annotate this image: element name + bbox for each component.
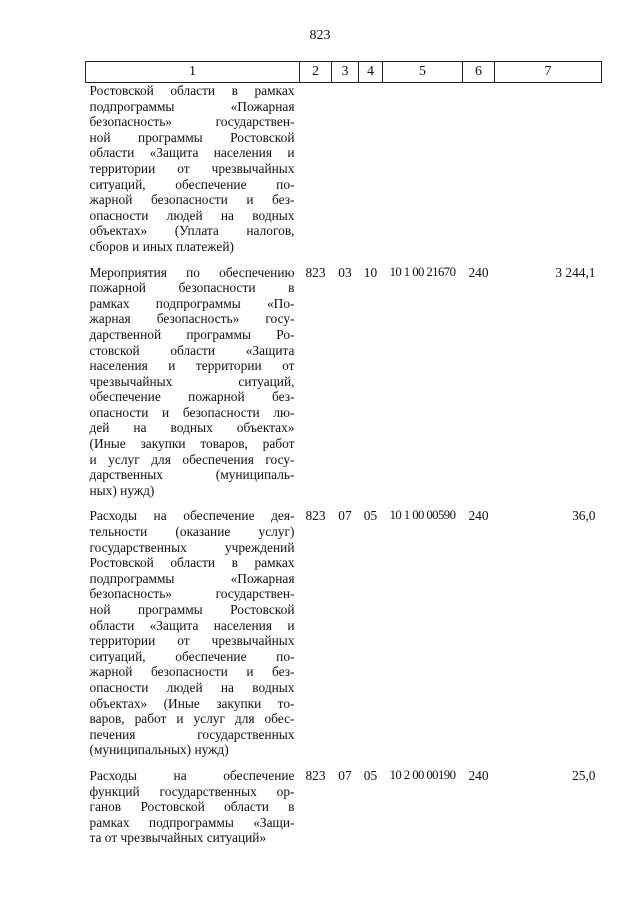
description-line: Ростовской области в рамках [89,83,295,98]
description-line: (Иные закупки товаров, работ [89,436,295,452]
description-line: та от чрезвычайных ситуаций» [89,830,267,846]
row-spacer [86,758,602,768]
description-line: варов, работ и услуг для обес- [89,711,295,727]
target-article-code: 10 1 00 21670 [389,264,456,279]
table-row [86,508,602,758]
description-line: Расходы на обеспечение дея- [89,508,295,524]
description-line: ной программы Ростовской [89,602,295,617]
description-line: объектах» (Уплата налогов, [89,223,295,239]
target-article-code: 10 1 00 00590 [389,508,456,523]
description-line: дей на водных объектах» [89,420,295,436]
amount-value: 25,0 [572,767,596,783]
section-code: 07 [338,508,352,524]
description-line: ситуаций, обеспечение по- [89,176,295,192]
description-line: обеспечение пожарной без- [89,389,295,405]
section-code: 03 [338,264,352,280]
description-line: территории от чрезвычайных [89,160,295,176]
description-line: опасности и безопасности лю- [89,404,295,420]
expense-type-code [463,83,495,255]
page-number: 823 [309,28,331,43]
expense-type-code: 240 [468,508,489,524]
row-spacer [86,498,602,508]
description-line: безопасность» государствен- [89,586,295,602]
header-col-1: 1 [86,62,300,83]
header-col-4: 4 [359,62,383,83]
spacer-cell [86,255,602,265]
ministry-code: 823 [305,767,326,783]
description-line: рамках подпрограммы «По- [89,295,295,311]
description-line: стовской области «Защита [89,342,295,358]
section-code: 07 [338,767,352,783]
table-body [86,83,602,846]
description-line: жарная безопасность» госу- [89,311,295,327]
description-line: населения и территории от [89,358,295,374]
target-article-code: 10 2 00 00190 [389,767,456,782]
row-description [86,265,300,499]
spacer-cell [86,758,602,768]
ministry-code [300,83,332,255]
amount-value: 3 244,1 [555,264,596,280]
budget-table [85,61,602,846]
description-line: опасности людей на водных [89,679,295,695]
description-line: ганов Ростовской области в [89,799,295,815]
subsection-code: 05 [363,508,378,524]
row-description [86,83,300,255]
description-line: территории от чрезвычайных [89,633,295,649]
ministry-code: 823 [305,508,326,524]
section-code [332,83,359,255]
expense-type-code: 240 [468,767,489,783]
table-row [86,83,602,255]
row-description [86,508,300,758]
description-line: подпрограммы «Пожарная [89,98,295,114]
table-row [86,768,602,846]
amount-value [495,83,602,255]
header-col-5: 5 [383,62,463,83]
header-col-2: 2 [300,62,332,83]
description-line: подпрограммы «Пожарная [89,570,295,586]
header-col-7: 7 [495,62,602,83]
description-line: рамках подпрограммы «Защи- [89,814,295,830]
description-line: ных) нужд) [89,482,155,498]
table-header-row [86,62,602,83]
description-line: дарственной программы Ро- [89,326,295,342]
description-line: ной программы Ростовской [89,129,295,145]
amount-value: 36,0 [572,508,596,524]
description-line: опасности людей на водных [89,207,295,223]
description-line: печения государственных [89,726,295,742]
description-line: функций государственных ор- [89,783,295,799]
table-row [86,265,602,499]
description-line: области «Защита населения и [89,145,295,161]
description-line: (муниципальных) нужд) [89,742,229,758]
description-line: Ростовской области в рамках [89,555,295,571]
description-line: пожарной безопасности в [89,280,295,296]
description-line: жарной безопасности и без- [89,664,295,680]
subsection-code: 05 [363,767,378,783]
description-line: государственных учреждений [89,539,295,555]
spacer-cell [86,498,602,508]
row-description [86,768,300,846]
description-line: объектах» (Иные закупки то- [89,695,295,711]
description-line: сборов и иных платежей) [89,238,234,254]
row-spacer [86,255,602,265]
description-line: жарной безопасности и без- [89,192,295,208]
description-line: Расходы на обеспечение [89,767,295,783]
ministry-code: 823 [305,264,326,280]
description-line: дарственных (муниципаль- [89,467,295,483]
description-line: области «Защита населения и [89,617,295,633]
target-article-code [383,83,463,255]
description-line: и услуг для обеспечения госу- [89,451,295,467]
description-line: Мероприятия по обеспечению [89,264,295,280]
subsection-code [359,83,383,255]
description-line: безопасность» государствен- [89,114,295,130]
description-line: тельности (оказание услуг) [89,524,295,540]
description-line: ситуаций, обеспечение по- [89,648,295,664]
header-col-6: 6 [463,62,495,83]
expense-type-code: 240 [468,264,489,280]
subsection-code: 10 [363,264,378,280]
description-line: чрезвычайных ситуаций, [89,373,295,389]
header-col-3: 3 [332,62,359,83]
